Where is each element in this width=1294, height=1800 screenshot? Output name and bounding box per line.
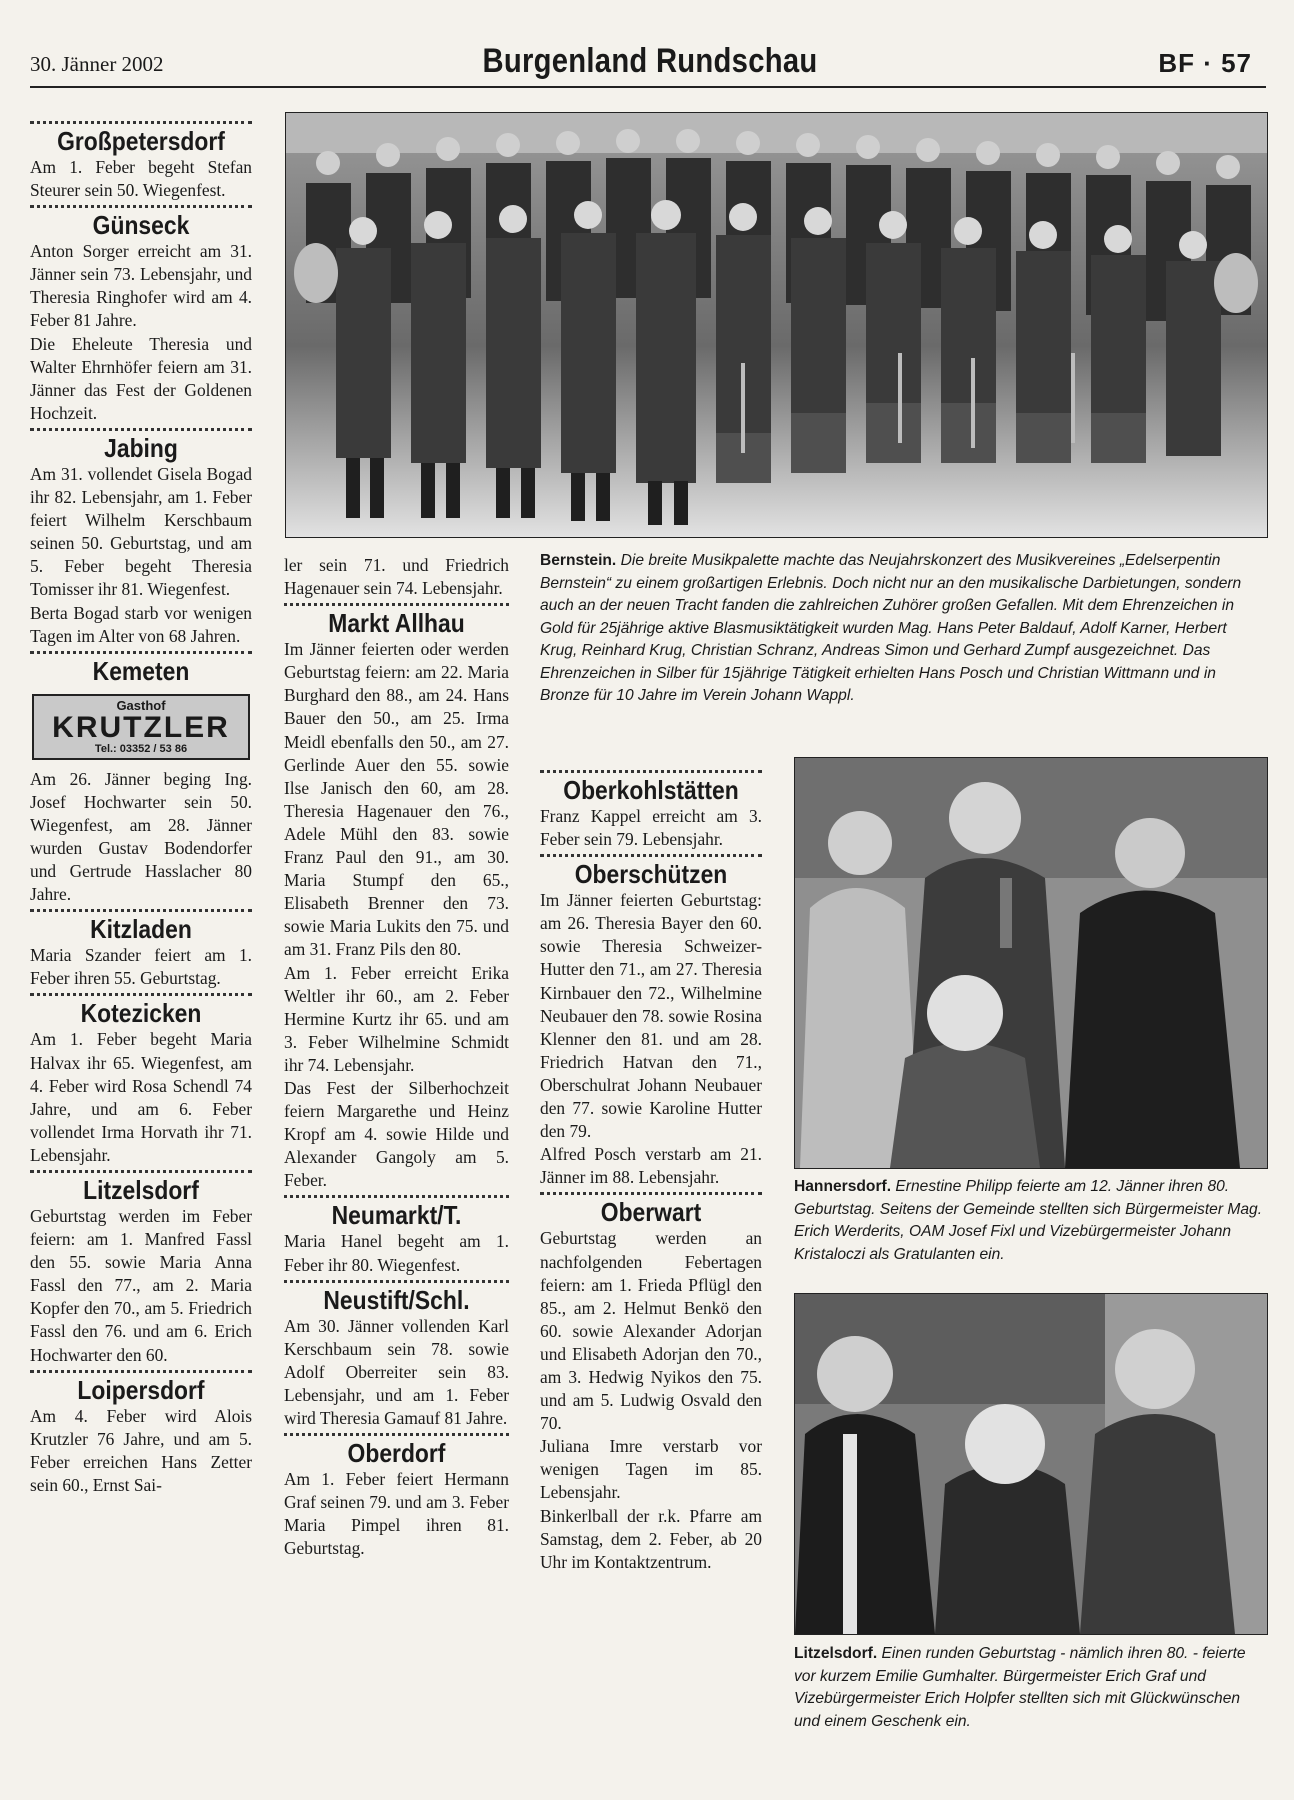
article-oberkohlstaetten: Franz Kappel erreicht am 3. Feber sein 79. Lebensjahr. xyxy=(540,806,762,850)
section-title-oberwart: Oberwart xyxy=(600,1197,702,1228)
dotted-separator xyxy=(284,1433,509,1436)
article-guenseck-2: Die Eheleute Theresia und Walter Ehrnhöfer feiern am 31. Jänner das Fest der Goldenen Hochzeit. xyxy=(30,333,252,423)
caption-text: Ernestine Philipp feierte am 12. Jänner ihren 80. Geburtstag. Seitens der Gemeinde stellten sich Bürgermeister Mag. Erich Werderits, OAM Josef Fixl und Vizebürgermeister Johann Kristaloczi als Gratulanten ein. xyxy=(794,1178,1263,1263)
section-title-litzelsdorf: Litzelsdorf xyxy=(83,1175,199,1205)
section-title-guenseck: Günseck xyxy=(92,210,190,241)
dotted-separator xyxy=(30,1370,252,1373)
caption-bernstein xyxy=(540,550,1266,708)
section-title-jabing: Jabing xyxy=(104,432,178,463)
photo-hannersdorf xyxy=(794,757,1268,1169)
dotted-separator xyxy=(284,1195,509,1198)
caption-text: Einen runden Geburtstag - nämlich ihren 80. - feierte vor kurzem Emilie Gumhalter. Bürgermeister Erich Graf und Vizebürgermeister Erich Holpfer stellten sich mit Glückwünschen und einem Geschenk ein. xyxy=(794,1645,1246,1730)
article-kotezicken: Am 1. Feber begeht Maria Halvax ihr 65. Wiegenfest, am 4. Feber wird Rosa Schendl 74 Jahre, und am 6. Feber vollendet Irma Horvath ihr 71. Lebensjahr. xyxy=(30,1029,252,1165)
hannersdorf-photo-graphic xyxy=(795,758,1267,1168)
article-neumarkt: Maria Hanel begeht am 1. Feber ihr 80. Wiegenfest. xyxy=(284,1231,509,1275)
dotted-separator xyxy=(540,1192,762,1195)
dotted-separator xyxy=(30,651,252,654)
section-title-oberschuetzen: Oberschützen xyxy=(574,859,728,890)
section-title-kemeten: Kemeten xyxy=(92,655,190,686)
page-header xyxy=(30,40,1266,88)
section-title-oberkohlstaetten: Oberkohlstätten xyxy=(563,775,739,805)
dotted-separator xyxy=(30,993,252,996)
article-jabing-2: Berta Bogad starb vor wenigen Tagen im Alter von 68 Jahren. xyxy=(30,602,252,646)
dotted-separator xyxy=(30,205,252,208)
caption-lead: Litzelsdorf. xyxy=(794,1645,878,1662)
article-oberdorf: Am 1. Feber feiert Hermann Graf seinen 79. und am 3. Feber Maria Pimpel ihren 81. Geburtstag. xyxy=(284,1469,509,1559)
article-oberschuetzen: Im Jänner feierten Geburtstag: am 26. Theresia Bayer den 60. sowie Theresia Schweizer-Hutter den 71., am 27. Theresia Kirnbauer den 72., Wilhelmine Neubauer den 78. sowie Rosina Klenner den 81. und am 28. Friedrich Hatvan den 71., Oberschulrat Johann Neubauer den 77. sowie Karoline Hutter den 79. xyxy=(540,890,762,1142)
article-kitzladen: Maria Szander feiert am 1. Feber ihren 55. Geburtstag. xyxy=(30,945,252,989)
section-title-neumarkt: Neumarkt/T. xyxy=(331,1200,462,1231)
ad-name: KRUTZLER xyxy=(52,710,230,744)
dotted-separator xyxy=(540,854,762,857)
article-oberschuetzen-2: Alfred Posch verstarb am 21. Jänner im 88. Lebensjahr. xyxy=(540,1144,762,1188)
section-title-loipersdorf: Loipersdorf xyxy=(77,1374,205,1405)
dotted-separator xyxy=(30,428,252,431)
article-oberwart-2: Juliana Imre verstarb vor wenigen Tagen im 85. Lebensjahr. xyxy=(540,1436,762,1503)
article-markt-allhau: Im Jänner feierten oder werden Geburtstag feiern: am 22. Maria Burghard den 88., am 24. Hans Bauer den 50., am 25. Irma Meidl ebenfalls den 50., am 27. Gerlinde Auer den 55. sowie Ilse Janisch den 60, am 28. Theresia Hagenauer den 76., Adele Mühl den 83. sowie Franz Paul den 91., am 30. Maria Stumpf den 65., Elisabeth Brenner den 73. sowie Maria Lukits den 75. und am 31. Franz Pils den 80. xyxy=(284,639,509,960)
ad-label: Gasthof xyxy=(116,697,166,713)
caption-hannersdorf xyxy=(794,1176,1266,1266)
ad-phone: Tel.: 03352 / 53 86 xyxy=(94,742,188,755)
column-2 xyxy=(284,554,509,1560)
article-markt-allhau-2: Am 1. Feber erreicht Erika Weltler ihr 60., am 2. Feber Hermine Kurtz ihr 65. und am 3. Feber Wilhelmine Schmidt ihr 74. Lebensjahr. xyxy=(284,962,509,1075)
caption-lead: Bernstein. xyxy=(540,552,617,569)
column-3 xyxy=(540,767,762,1574)
article-guenseck: Anton Sorger erreicht am 31. Jänner sein 73. Lebensjahr, und Theresia Ringhofer wird am 4. Feber 81 Jahre. xyxy=(30,241,252,331)
caption-litzelsdorf xyxy=(794,1643,1266,1733)
section-title-grosspetersdorf: Großpetersdorf xyxy=(57,126,225,156)
photo-litzelsdorf xyxy=(794,1293,1268,1635)
dotted-separator xyxy=(30,909,252,912)
advertisement-gasthof-krutzler xyxy=(32,694,250,760)
page-number: BF · 57 xyxy=(1158,48,1252,78)
photo-bernstein-band xyxy=(285,112,1268,538)
article-kemeten: Am 26. Jänner beging Ing. Josef Hochwarter sein 50. Wiegenfest, am 28. Jänner wurden Gustav Bodendorfer und Gertrude Hasslacher 80 Jahre. xyxy=(30,768,252,905)
article-markt-allhau-3: Das Fest der Silberhochzeit feiern Margarethe und Heinz Kropf am 4. sowie Hilde und Alexander Gangoly am 5. Feber. xyxy=(284,1077,509,1191)
litzelsdorf-photo-graphic xyxy=(795,1294,1267,1634)
article-loipersdorf: Am 4. Feber wird Alois Krutzler 76 Jahre, und am 5. Feber erreichen Hans Zetter sein 60., Ernst Sai- xyxy=(30,1405,252,1495)
article-neustift: Am 30. Jänner vollenden Karl Kerschbaum sein 78. sowie Adolf Oberreiter sein 83. Lebensjahr, und am 1. Feber wird Theresia Gamauf 81 Jahre. xyxy=(284,1315,509,1428)
caption-text: Die breite Musikpalette machte das Neujahrskonzert des Musikvereines „Edelserpentin Bernstein“ zu einem großartigen Erlebnis. Doch nicht nur an den musikalische Darbietungen, sondern auch an der neuen Tracht fanden die zahlreichen Zuhörer großen Gefallen. Mit dem Ehrenzeichen in Gold für 25jährige aktive Blasmusiktätigkeit wurden Mag. Hans Peter Baldauf, Adolf Karner, Herbert Krug, Reinhard Krug, Christian Schranz, Andreas Simon und Gerhard Zumpf ausgezeichnet. Das Ehrenzeichen in Silber für 15jährige Tätigkeit erhielten Hans Posch und Christian Wittmann und in Bronze für 10 Jahre im Verein Johann Wappl. xyxy=(540,552,1242,704)
dotted-separator xyxy=(284,1280,509,1283)
section-title-markt-allhau: Markt Allhau xyxy=(328,608,465,639)
column-1 xyxy=(30,118,252,1497)
section-title-neustift: Neustift/Schl. xyxy=(323,1284,470,1315)
article-litzelsdorf: Geburtstag werden im Feber feiern: am 1. Manfred Fassl den 55. sowie Maria Anna Fassl den 77., am 2. Maria Kopfer den 70., am 5. Friedrich Fassl den 76. und am 6. Erich Hochwarter den 60. xyxy=(30,1206,252,1365)
article-oberwart: Geburtstag werden an nachfolgenden Febertagen feiern: am 1. Frieda Pflügl den 85., am 2. Helmut Benkö den 60. sowie Alexander Adorjan und Elisabeth Adorjan den 70., am 3. Hedwig Nyikos den 75. und am 5. Ludwig Osvald den 70. xyxy=(540,1228,762,1434)
article-grosspetersdorf: Am 1. Feber begeht Stefan Steurer sein 50. Wiegenfest. xyxy=(30,157,252,201)
article-oberwart-3: Binkerlball der r.k. Pfarre am Samstag, dem 2. Feber, ab 20 Uhr im Kontaktzentrum. xyxy=(540,1505,762,1572)
dotted-separator xyxy=(30,121,252,124)
issue-date: 30. Jänner 2002 xyxy=(30,52,164,76)
caption-lead: Hannersdorf. xyxy=(794,1178,892,1195)
section-title-oberdorf: Oberdorf xyxy=(347,1438,446,1469)
newspaper-title: Burgenland Rundschau xyxy=(482,42,818,80)
section-title-kitzladen: Kitzladen xyxy=(90,914,192,945)
article-loipersdorf-continued: ler sein 71. und Friedrich Hagenauer sein 74. Lebensjahr. xyxy=(284,555,509,599)
section-title-kotezicken: Kotezicken xyxy=(80,998,202,1029)
dotted-separator xyxy=(540,770,762,773)
article-jabing: Am 31. vollendet Gisela Bogad ihr 82. Lebensjahr, am 1. Feber feiert Wilhelm Kerschbaum seinen 50. Geburtstag, und am 5. Feber begeht Theresia Tomisser ihr 81. Wiegenfest. xyxy=(30,463,252,600)
dotted-separator xyxy=(30,1170,252,1173)
band-photo-graphic xyxy=(286,113,1267,537)
dotted-separator xyxy=(284,603,509,606)
